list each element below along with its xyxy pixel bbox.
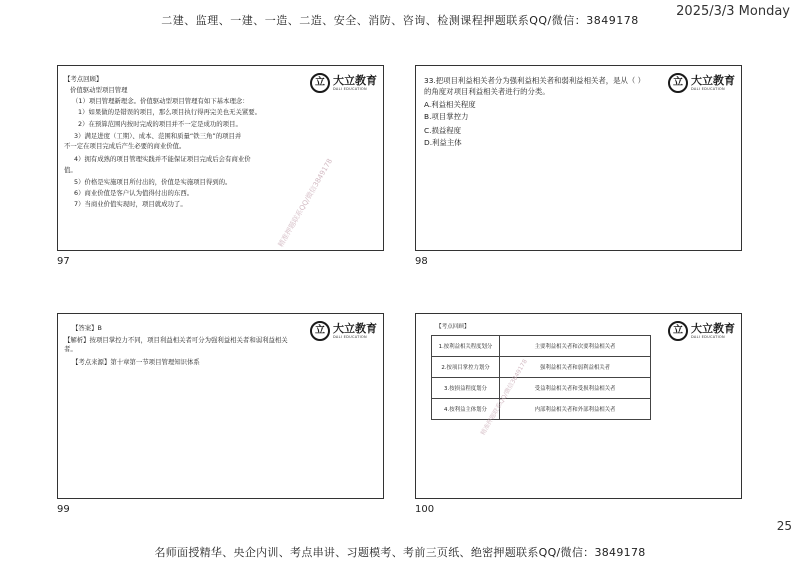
review-line: 价值驱动型项目管理 [70,86,128,94]
watermark: 精准押题联系QQ/微信3849178 [479,358,529,437]
page-number: 25 [776,519,792,533]
review-line: 6）商业价值是客户认为值得付出的东西。 [74,189,194,197]
classification-table [431,335,651,420]
logo [668,73,735,93]
watermark: 精准押题联系QQ/微信3849178 [276,157,335,249]
page-header: 二建、监理、一建、一造、二造、安全、消防、咨询、检测课程押题联系QQ/微信：3849178 [161,14,639,27]
review-line: 3）满足进度（工期）、成本、范围和质量“铁三角”的项目并 [74,132,242,140]
review-line: 5）价格是实施项目所付出的，价值是实施项目得到的。 [74,178,232,186]
review-line: 7）当商业价值实现时，项目就成功了。 [74,200,187,208]
logo-name: 大立教育 [691,321,735,335]
logo-subtitle: DALI EDUCATION [333,334,367,339]
logo-subtitle: DALI EDUCATION [691,86,725,91]
logo-subtitle: DALI EDUCATION [691,334,725,339]
logo-name: 大立教育 [333,321,377,335]
slide-number: 97 [57,256,70,267]
logo [310,321,377,341]
option-c: C.损益程度 [424,126,462,135]
logo-icon: 立 [668,321,688,341]
table-cell: 主要利益相关者和次要利益相关者 [500,336,651,357]
question-text: 33.把项目利益相关者分为强利益相关者和弱利益相关者，是从（ ）的角度对项目利益相关者进行的分类。 [424,76,646,96]
logo-icon: 立 [668,73,688,93]
table-cell: 受益利益相关者和受损利益相关者 [500,378,651,399]
table-cell: 内部利益相关者和外部利益相关者 [500,399,651,420]
logo-subtitle: DALI EDUCATION [333,86,367,91]
table-cell: 强利益相关者和弱利益相关者 [500,357,651,378]
review-heading: 【考点回顾】 [436,324,470,330]
header-date: 2025/3/3 Monday [676,4,790,19]
option-d: D.利益主体 [424,138,462,147]
review-line: 2）在预算范围内按时完成的项目并不一定是成功的项目。 [78,120,242,128]
source-text: 【考点来源】第十章第一节项目管理知识体系 [72,358,200,366]
review-line: 不一定在项目完成后产生必要的商业价值。 [64,142,186,150]
option-b: B.项目掌控力 [424,112,469,121]
logo [668,321,735,341]
table-row [432,378,651,399]
review-line: （1）项目管理新理念。价值驱动型项目管理有如下基本理念： [72,97,249,105]
table-cell: 3.按损益程度划分 [432,378,500,399]
analysis-text: 【解析】按项目掌控力不同，项目利益相关者可分为强利益相关者和弱利益相关者。 [64,336,288,353]
table-cell: 2.按项目掌控力划分 [432,357,500,378]
slide-99 [57,313,384,499]
logo-name: 大立教育 [333,73,377,87]
slide-100 [415,313,742,499]
review-heading: 【考点回顾】 [64,75,103,83]
logo-name: 大立教育 [691,73,735,87]
review-line: 4）拥有成熟的项目管理实践并不能保证项目完成后会有商业价 [74,155,251,163]
table-row [432,357,651,378]
table-row [432,336,651,357]
table-cell: 4.按利益主体划分 [432,399,500,420]
option-a: A.利益相关程度 [424,100,476,109]
table-cell: 1.按利益相关程度划分 [432,336,500,357]
logo-icon: 立 [310,73,330,93]
slide-97 [57,65,384,251]
table-row [432,399,651,420]
slide-number: 100 [415,504,435,515]
slide-number: 99 [57,504,70,515]
logo-icon: 立 [310,321,330,341]
review-line: 1）如果做的是错误的项目，那么项目执行得再完美也无关紧要。 [78,108,262,116]
page-footer: 名师面授精华、央企内训、考点串讲、习题模考、考前三页纸、绝密押题联系QQ/微信：3849178 [154,546,646,559]
review-line: 值。 [64,166,77,174]
slide-98 [415,65,742,251]
slide-number: 98 [415,256,428,267]
answer-text: 【答案】B [72,324,102,332]
logo [310,73,377,93]
